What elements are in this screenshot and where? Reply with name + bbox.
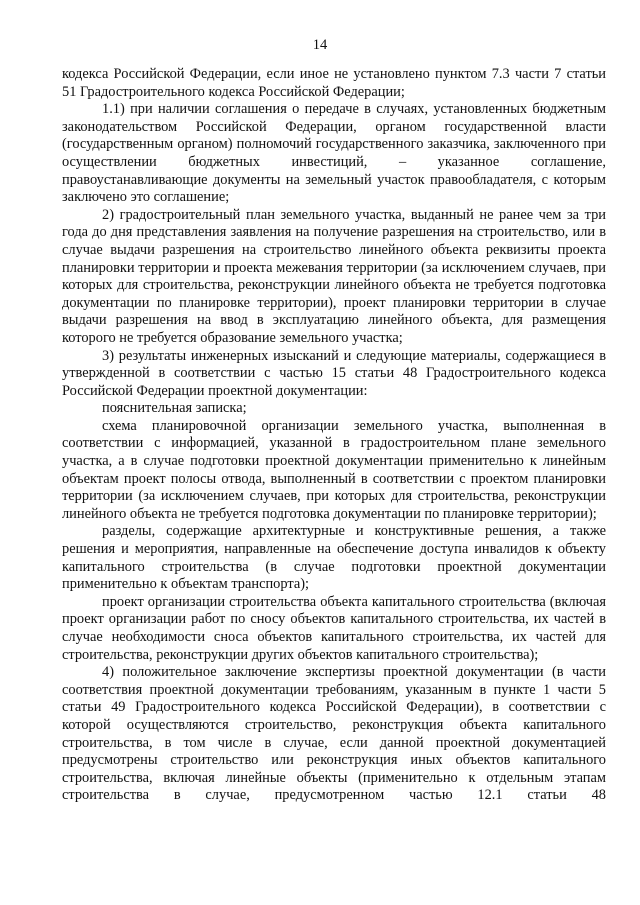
- paragraph-item-4: 4) положительное заключение экспертизы проектной документации (в части соответствия проектной документации требованиям, указанным в пункте 1 части 5 статьи 49 Градостроительного кодекса Российской Федерации), в соответствии с которой осуществляются строительство, реконструкция объекта капитального строительства, в том числе в случае, если данной проектной документацией предусмотрены строительство или реконструкция иных объектов капитального строительства, включая линейные объекты (применительно к отдельным этапам строительства в случае, предусмотренном частью 12.1 статьи 48: [62, 664, 606, 804]
- document-body: [62, 66, 606, 805]
- paragraph-architectural-sections: разделы, содержащие архитектурные и конструктивные решения, а также решения и мероприятия, направленные на обеспечение доступа инвалидов к объекту капитального строительства (в случае подготовки проектной документации применительно к объектам транспорта);: [62, 523, 606, 593]
- paragraph-construction-project: проект организации строительства объекта капитального строительства (включая проект организации работ по сносу объектов капитального строительства, их частей в случае необходимости сноса объектов капитального строительства, их частей для строительства, реконструкции других объектов капитального строительства);: [62, 593, 606, 663]
- page-number: 14: [312, 37, 328, 53]
- paragraph-continuation: кодекса Российской Федерации, если иное не установлено пунктом 7.3 части 7 статьи 51 Градостроительного кодекса Российской Федерации;: [62, 66, 606, 100]
- paragraph-explanatory-note: пояснительная записка;: [102, 400, 247, 417]
- paragraph-item-2: 2) градостроительный план земельного участка, выданный не ранее чем за три года до дня представления заявления на получение разрешения на строительство, или в случае выдачи разрешения на строительство линейного объекта реквизиты проекта планировки территории и проекта межевания территории (за исключением случаев, при которых для строительства, реконструкции линейного объекта не требуется подготовка документации по планировке территории), проект планировки территории в случае выдачи разрешения на ввод в эксплуатацию линейного объекта, для размещения которого не требуется образование земельного участка;: [62, 206, 606, 346]
- paragraph-item-3: 3) результаты инженерных изысканий и следующие материалы, содержащиеся в утвержденной в соответствии с частью 15 статьи 48 Градостроительного кодекса Российской Федерации проектной документации:: [62, 347, 606, 399]
- paragraph-site-plan-scheme: схема планировочной организации земельного участка, выполненная в соответствии с информацией, указанной в градостроительном плане земельного участка, а в случае подготовки проектной документации применительно к линейным объектам проект полосы отвода, выполненный в соответствии с проектом планировки территории (за исключением случаев, при которых для строительства, реконструкции линейного объекта не требуется подготовка документации по планировке территории);: [62, 417, 606, 522]
- paragraph-item-1-1: 1.1) при наличии соглашения о передаче в случаях, установленных бюджетным законодательством Российской Федерации, органом государственной власти (государственным органом) полномочий государственного заказчика, заключенного при осуществлении бюджетных инвестиций, – указанное соглашение, правоустанавливающие документы на земельный участок правообладателя, с которым заключено это соглашение;: [62, 101, 606, 206]
